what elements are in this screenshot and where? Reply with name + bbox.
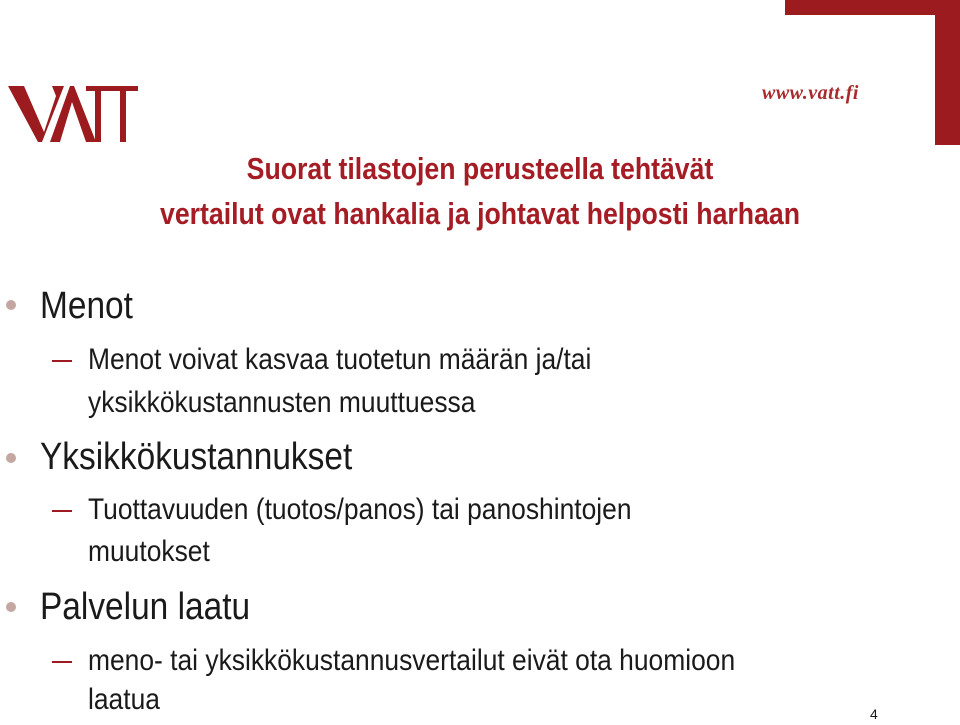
bullet-dot-icon [6, 453, 16, 463]
bullet-yksikkokustannukset: Yksikkökustannukset [40, 436, 353, 478]
title-line-2: vertailut ovat hankalia ja johtavat helposti harhaan [159, 196, 801, 231]
bullet-dot-icon [6, 300, 16, 310]
sub-bullet-menot-line-2: yksikkökustannusten muuttuessa [88, 386, 476, 419]
sub-bullet-yksikko-line-2: muutokset [88, 535, 210, 568]
sub-bullet-laatu-line-2: laatua [88, 683, 160, 716]
bullet-dot-icon [6, 602, 16, 612]
sub-bullet-yksikko-line-1: Tuottavuuden (tuotos/panos) tai panoshintojen [88, 493, 632, 526]
dash-icon [52, 510, 72, 512]
site-url[interactable]: www.vatt.fi [762, 82, 859, 104]
page-number: 4 [870, 706, 878, 722]
dash-icon [52, 360, 72, 362]
bullet-menot: Menot [40, 285, 133, 327]
sub-bullet-laatu-line-1: meno- tai yksikkökustannusvertailut eivät ota huomioon [88, 644, 736, 677]
bullet-palvelun-laatu: Palvelun laatu [40, 586, 251, 628]
dash-icon [52, 661, 72, 663]
sub-bullet-menot-line-1: Menot voivat kasvaa tuotetun määrän ja/tai [88, 343, 592, 376]
title-line-1: Suorat tilastojen perusteella tehtävät [246, 151, 714, 186]
